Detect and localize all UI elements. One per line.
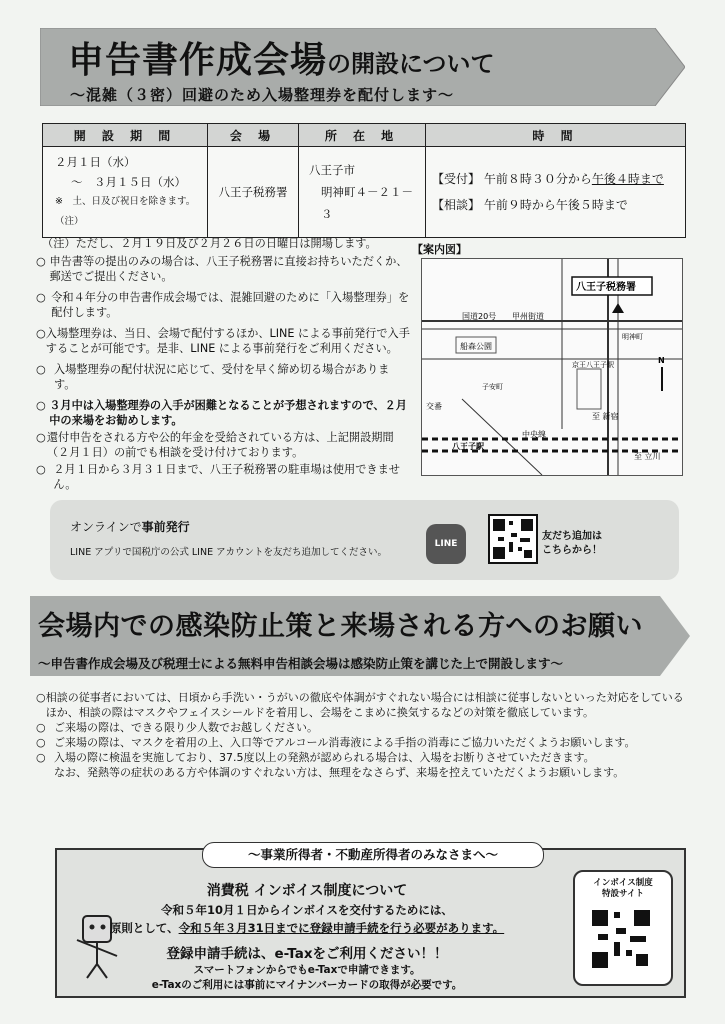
- line-qr-label-2: こちらから！: [542, 545, 602, 556]
- info-list: [36, 254, 410, 492]
- address-street: 明神町４－２１－３: [321, 185, 413, 221]
- header-venue: 会 場: [208, 124, 299, 147]
- line-promo-title-b: 事前発行: [141, 520, 190, 534]
- page-subtitle: ～混雑（３密）回避のため入場整理券を配付します～: [70, 86, 455, 104]
- list-item: ○ ご来場の際は、マスクを着用の上、入口等でアルコール消毒液による手指の消毒にご協力いただくようお願いします。: [36, 736, 636, 749]
- period-cell: [43, 147, 208, 238]
- map-label-keio-station: 京王八王子駅: [572, 361, 614, 369]
- line-qr-label-1: 友だち追加は: [542, 531, 602, 542]
- reception-hours: [432, 166, 684, 192]
- schedule-table: [42, 123, 686, 238]
- map-label-park: 船森公園: [460, 342, 492, 351]
- reception-end: 午後４時まで: [591, 172, 664, 186]
- list-item: ○ 還付申告をされる方や公的年金を受給されている方は、上記開設期間（２月１日）の前でも相談を受け付けております。: [36, 430, 410, 460]
- section-banner-infection: [30, 596, 690, 676]
- table-header-row: [43, 124, 686, 147]
- header-time: 時 間: [426, 124, 686, 147]
- invoice-line-3: 登録申請手続は、e-Taxをご利用ください！！: [166, 946, 448, 962]
- line-promo-description: LINE アプリで国税庁の公式 LINE アカウントを友だち追加してください。: [70, 547, 387, 558]
- list-item-text: 相談の従事者においては、日頃から手洗い・うがいの徹底や体調がすぐれない場合には相談に従事しないといった対応をしているほか、相談の際はマスクやフェイスシールドを着用し、会場をこまめに換気するなどの対策を徹底しています。: [45, 691, 684, 719]
- reception-label: 【受付】: [432, 172, 481, 186]
- map-label-chuo-line: 中央線: [522, 430, 546, 439]
- period-start: ２月１日（水）: [55, 155, 136, 169]
- invoice-line-2: [57, 920, 557, 936]
- invoice-qr-label: [575, 878, 671, 900]
- time-cell: [426, 147, 686, 238]
- consult-time: 午前９時から午後５時まで: [483, 198, 628, 212]
- list-item: [36, 765, 686, 780]
- map-label-to-tachikawa: 至 立川: [634, 452, 661, 461]
- venue-cell: 八王子税務署: [208, 147, 299, 238]
- map-office-label: 八王子税務署: [576, 282, 636, 293]
- map-station-block: [577, 369, 601, 409]
- list-item: ○ ご来場の際は、できる限り少人数でお越しください。: [36, 721, 318, 734]
- map-north-label: N: [658, 356, 665, 365]
- map-label-koyasu: 子安町: [482, 383, 503, 391]
- map-label-hachioji-station: 八王子駅: [452, 442, 484, 451]
- title-suffix: の開設について: [327, 50, 495, 78]
- list-item-text: ご来場の際は、マスクを着用の上、入口等でアルコール消毒液による手指の消毒にご協力いただくようお願いします。: [54, 736, 636, 749]
- schedule-note: （注）ただし、２月１９日及び２月２６日の日曜日は開場します。: [42, 237, 377, 250]
- map-label-route20: 国道20号: [462, 312, 497, 321]
- list-item: ○ ２月１日から３月３１日まで、八王子税務署の駐車場は使用できません。: [36, 462, 410, 492]
- invoice-line-4: スマートフォンからでもe-Taxで申請できます。: [193, 964, 421, 976]
- line-qr-label: [542, 530, 602, 558]
- section-title: 会場内での感染防止策と来場される方へのお願い: [38, 611, 643, 642]
- map-drawing: [422, 259, 682, 475]
- access-map: [421, 258, 683, 476]
- line-promo-title: [70, 518, 190, 535]
- list-item: ○ 入場整理券は、当日、会場で配付するほか、LINE による事前発行で入手することが可能です。是非、LINE による事前発行をご利用ください。: [36, 327, 410, 355]
- page-title: [68, 32, 495, 83]
- invoice-line-1: 令和５年10月１日からインボイスを交付するためには、: [161, 903, 453, 917]
- header-address: 所 在 地: [299, 124, 426, 147]
- list-item-text: 入場整理券は、当日、会場で配付するほか、LINE による事前発行で入手することが可能です。是非、LINE による事前発行をご利用ください。: [45, 327, 410, 355]
- list-item: ○ ３月中は入場整理券の入手が困難となることが予想されますので、２月中の来場をお勧めします。: [36, 398, 410, 428]
- address-city: 八王子市: [309, 163, 355, 177]
- list-item-text: ２月１日から３月３１日まで、八王子税務署の駐車場は使用できません。: [53, 463, 400, 491]
- invoice-box: [55, 848, 686, 998]
- map-label-to-shinjuku: 至 新宿: [592, 412, 619, 421]
- list-item: ○ 相談の従事者においては、日頃から手洗い・うがいの徹底や体調がすぐれない場合には相談に従事しないといった対応をしているほか、相談の際はマスクやフェイスシールドを着用し、会場をこまめに換気するなどの対策を徹底しています。: [36, 690, 686, 720]
- list-item-text: 令和４年分の申告書作成会場では、混雑回避のために「入場整理券」を配付します。: [51, 291, 410, 319]
- title-main: 申告書作成会場: [68, 40, 328, 81]
- section-subtitle: ～申告書作成会場及び税理士による無料申告相談会場は感染防止策を講じた上で開設します～: [38, 656, 564, 671]
- line-promo-title-a: オンラインで: [70, 520, 142, 534]
- invoice-line-2b: 令和５年３月31日までに登録申請手続を行う必要があります。: [178, 921, 505, 935]
- map-label-koban: 交番: [426, 402, 442, 411]
- qr-icon: [590, 908, 652, 970]
- invoice-title: 消費税 インボイス制度について: [206, 883, 408, 899]
- map-label-myojin: 明神町: [622, 333, 643, 341]
- map-label-koshu: 甲州街道: [512, 312, 544, 321]
- list-item: ○ 令和４年分の申告書作成会場では、混雑回避のために「入場整理券」を配付します。: [36, 291, 410, 319]
- table-row: [43, 147, 686, 238]
- list-item-text: なお、発熱等の症状のある方や体調のすぐれない方は、無理をなさらず、来場を控えていただくようお願いします。: [54, 766, 625, 779]
- consult-label: 【相談】: [432, 198, 481, 212]
- invoice-qr-box[interactable]: [573, 870, 673, 986]
- line-qr-code[interactable]: [488, 514, 538, 564]
- precautions-list: [36, 690, 686, 780]
- period-note: ※ 土、日及び祝日を除きます。（注）: [55, 196, 196, 227]
- invoice-line-5: e-Taxのご利用には事前にマイナンバーカードの取得が必要です。: [151, 979, 463, 991]
- map-label: 【案内図】: [412, 243, 467, 256]
- list-item-text: ご来場の際は、できる限り少人数でお越しください。: [54, 721, 318, 734]
- qr-icon: [490, 516, 536, 562]
- consult-hours: [432, 192, 684, 218]
- list-item: ○ 申告書等の提出のみの場合は、八王子税務署に直接お持ちいただくか、郵送でご提出ください。: [36, 254, 410, 284]
- header-banner: [40, 28, 685, 106]
- list-item-text: 申告書等の提出のみの場合は、八王子税務署に直接お持ちいただくか、郵送でご提出ください。: [49, 255, 408, 283]
- list-item-text: ３月中は入場整理券の入手が困難となることが予想されますので、２月中の来場をお勧めします。: [49, 399, 407, 427]
- line-app-icon: LINE: [426, 524, 466, 564]
- list-item-text: 入場の際に検温を実施しており、37.5度以上の発熱が認められる場合は、入場をお断りさせていただきます。: [54, 751, 595, 764]
- map-office-pin: [612, 303, 624, 313]
- invoice-header: ～事業所得者・不動産所得者のみなさまへ～: [202, 842, 544, 868]
- list-item-text: 入場整理券の配付状況に応じて、受付を早く締め切る場合があります。: [53, 363, 390, 391]
- list-item: ○ 入場整理券の配付状況に応じて、受付を早く締め切る場合があります。: [36, 362, 410, 392]
- reception-start: 午前８時３０分から: [483, 172, 592, 186]
- header-period: 開 設 期 間: [43, 124, 208, 147]
- invoice-qr-label-1: インボイス制度: [593, 878, 653, 888]
- list-item-text: 還付申告をされる方や公的年金を受給されている方は、上記開設期間（２月１日）の前でも相談を受け付けております。: [46, 431, 394, 459]
- invoice-qr-label-2: 特設サイト: [602, 889, 644, 899]
- line-promo-box: [50, 500, 679, 580]
- period-end: ～ ３月１５日（水）: [71, 175, 186, 189]
- invoice-line-2a: 原則として、: [109, 921, 179, 935]
- list-item: ○ 入場の際に検温を実施しており、37.5度以上の発熱が認められる場合は、入場をお断りさせていただきます。: [36, 751, 595, 764]
- address-cell: [299, 147, 426, 238]
